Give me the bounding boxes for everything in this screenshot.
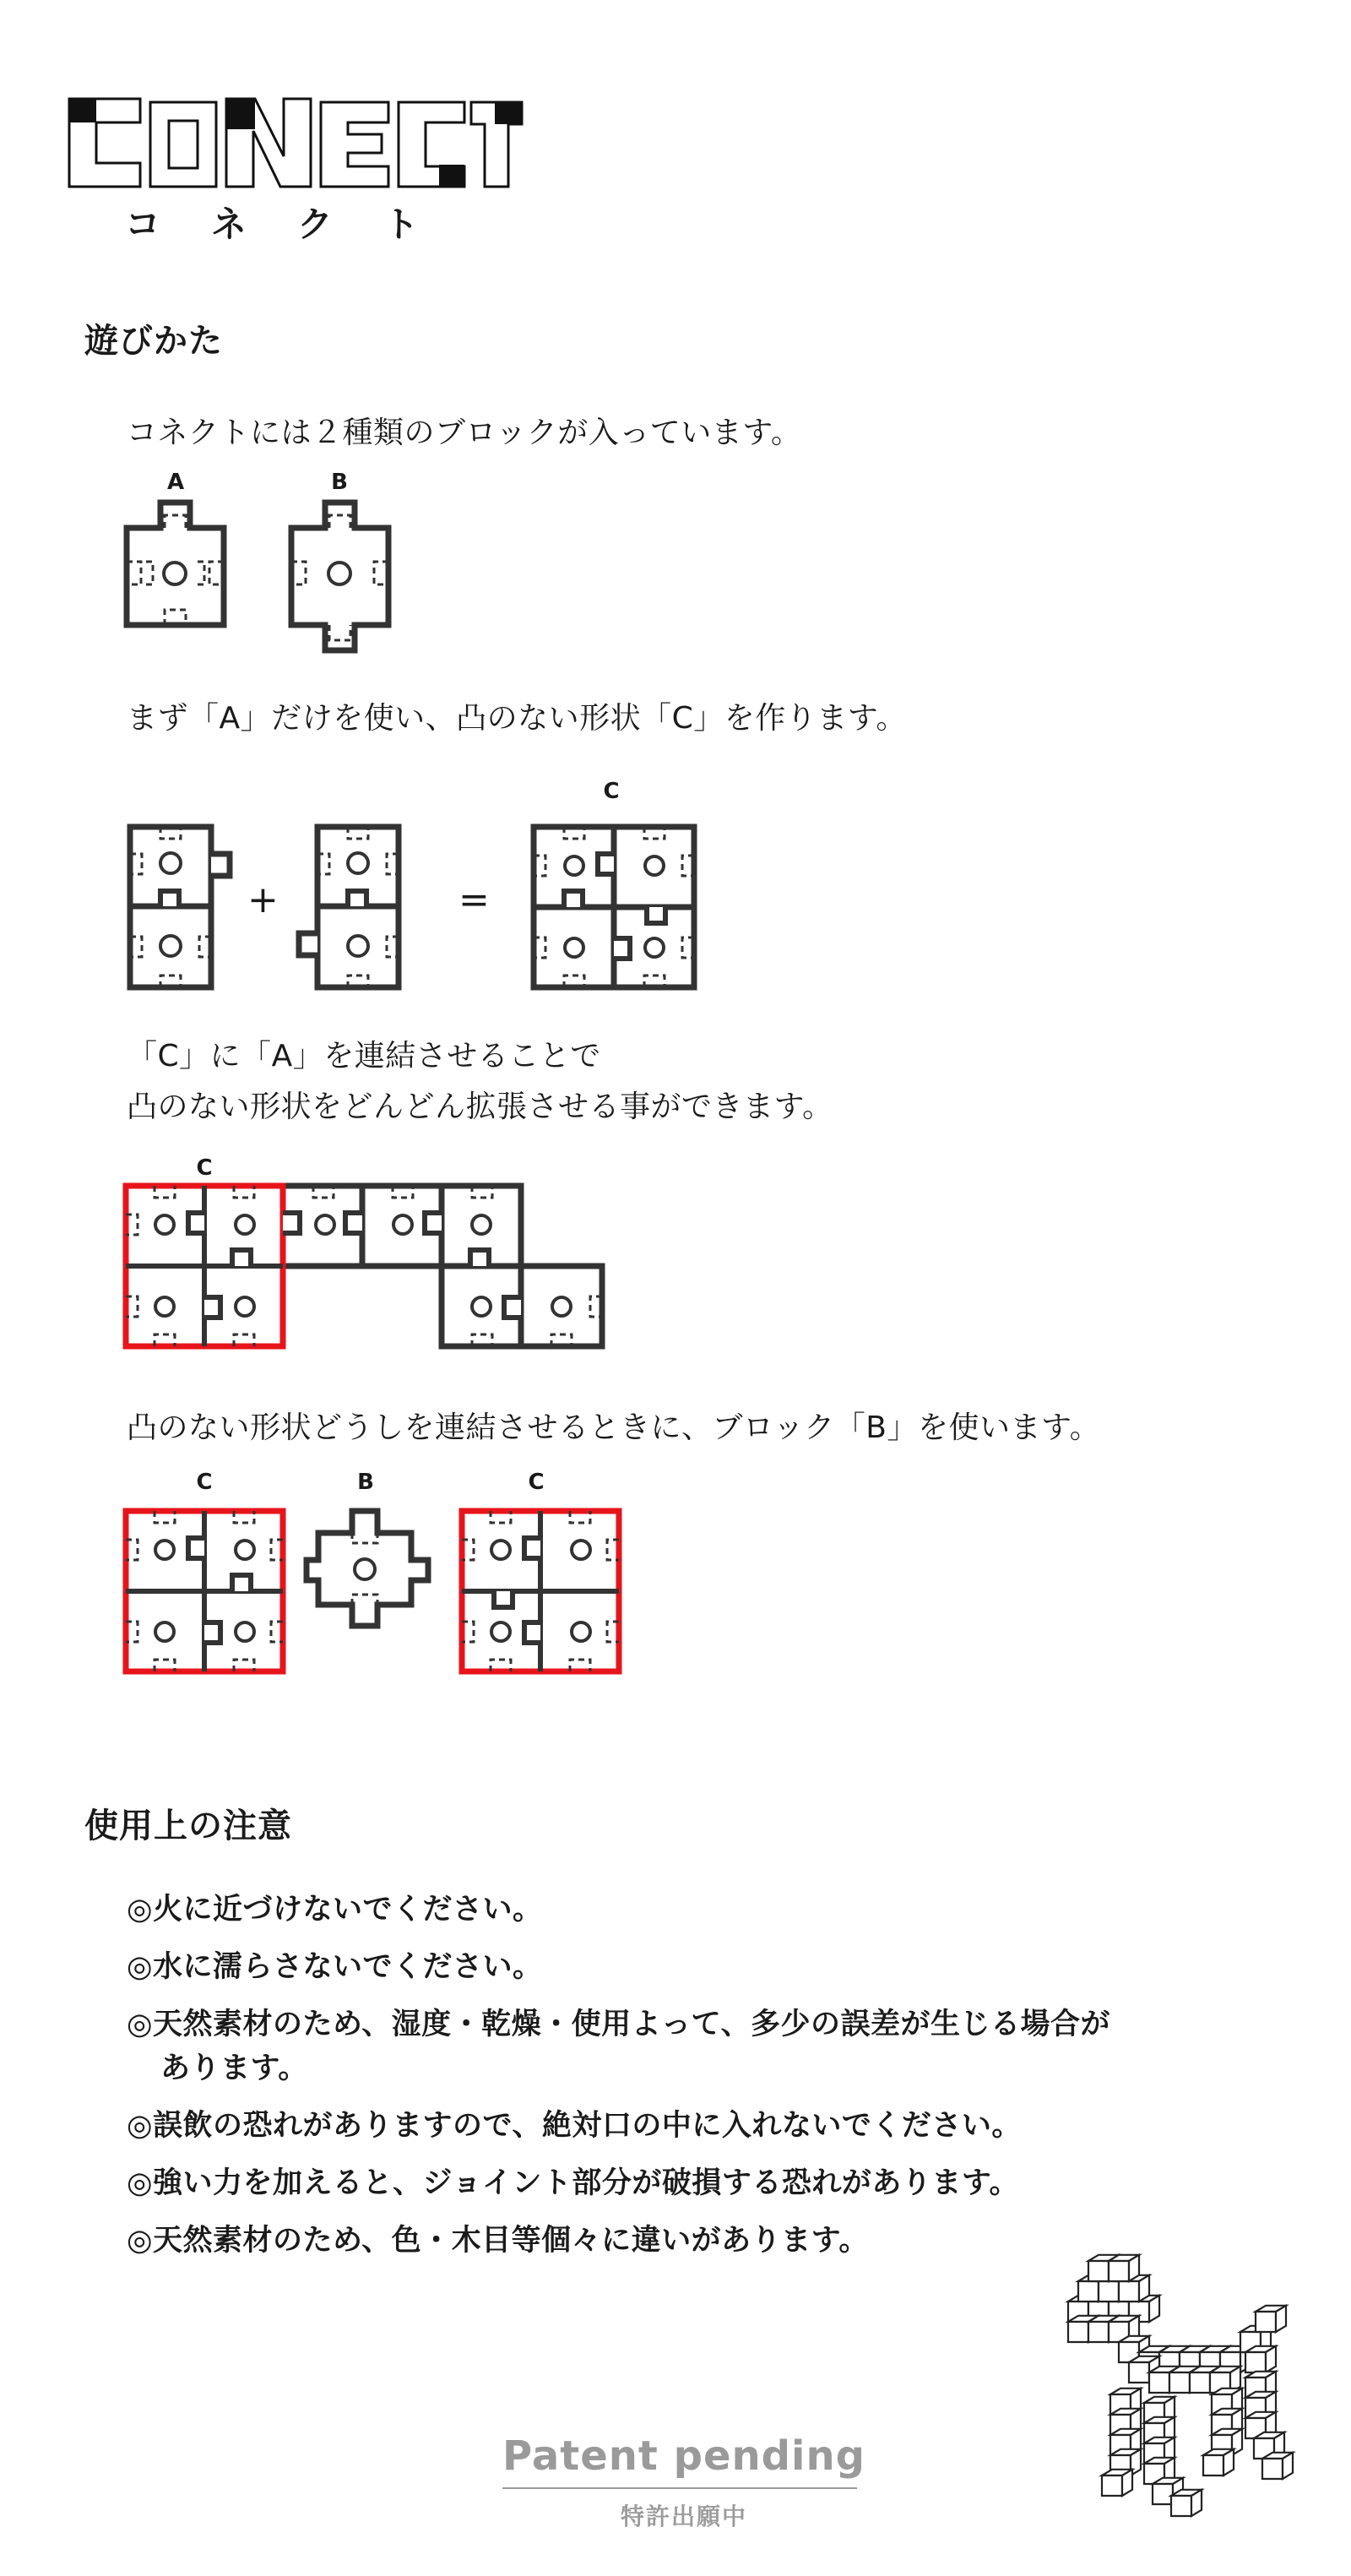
pair-right-diagram [296, 823, 405, 992]
cube-dog-illustration [1034, 2251, 1321, 2538]
howto-step-extend-2: 凸のない形状をどんどん拡張させる事ができます。 [127, 1090, 833, 1124]
logo-kana: コネクト [125, 204, 470, 245]
block-a-diagram [122, 498, 232, 633]
logo-mark [68, 97, 524, 190]
patent-pending: Patent pending [502, 2432, 866, 2480]
shape-c-label-4: C [528, 1470, 545, 1495]
block-b-label-2: B [357, 1470, 374, 1495]
block-b-label: B [331, 470, 348, 495]
caution-item-humidity: ◎天然素材のため、湿度・乾燥・使用よって、多少の誤差が生じる場合が [127, 2008, 1110, 2041]
howto-step-extend-1: 「C」に「A」を連結させることで [127, 1039, 601, 1073]
block-b-shape [291, 503, 388, 650]
extended-shape-diagram [122, 1182, 612, 1351]
c-b-c-diagram [122, 1508, 646, 1677]
patent-divider [502, 2487, 857, 2489]
block-a-label: A [166, 470, 185, 495]
equals-sign: = [458, 878, 490, 921]
block-b-diagram [287, 498, 397, 659]
pair-left-diagram [127, 823, 236, 992]
caution-item-force: ◎強い力を加えると、ジョイント部分が破損する恐れがあります。 [127, 2166, 1020, 2200]
caution-title: 使用上の注意 [84, 1807, 292, 1845]
caution-list [127, 1888, 1224, 2263]
howto-title: 遊びかた [84, 322, 223, 361]
patent-pending-jp: 特許出願中 [620, 2503, 747, 2530]
caution-item-swallow: ◎誤飲の恐れがありますので、絶対口の中に入れないでください。 [127, 2109, 1022, 2143]
logo [68, 97, 524, 249]
shape-c-label-3: C [196, 1470, 213, 1495]
shape-c-label-2: C [196, 1155, 213, 1181]
shape-c-label-1: C [603, 779, 620, 804]
caution-item-fire: ◎火に近づけないでください。 [127, 1893, 543, 1927]
plus-sign: + [247, 878, 279, 921]
caution-item-water: ◎水に濡らさないでください。 [127, 1950, 543, 1984]
howto-step-connect: 凸のない形状どうしを連結させるときに、ブロック「B」を使います。 [127, 1410, 1101, 1445]
shape-c-diagram [530, 823, 699, 992]
caution-item-humidity-cont: あります。 [160, 2052, 308, 2085]
howto-step-a: まず「A」だけを使い、凸のない形状「C」を作ります。 [127, 701, 907, 736]
howto-intro: コネクトには２種類のブロックが入っています。 [127, 416, 802, 450]
caution-item-grain: ◎天然素材のため、色・木目等個々に違いがあります。 [127, 2224, 869, 2258]
